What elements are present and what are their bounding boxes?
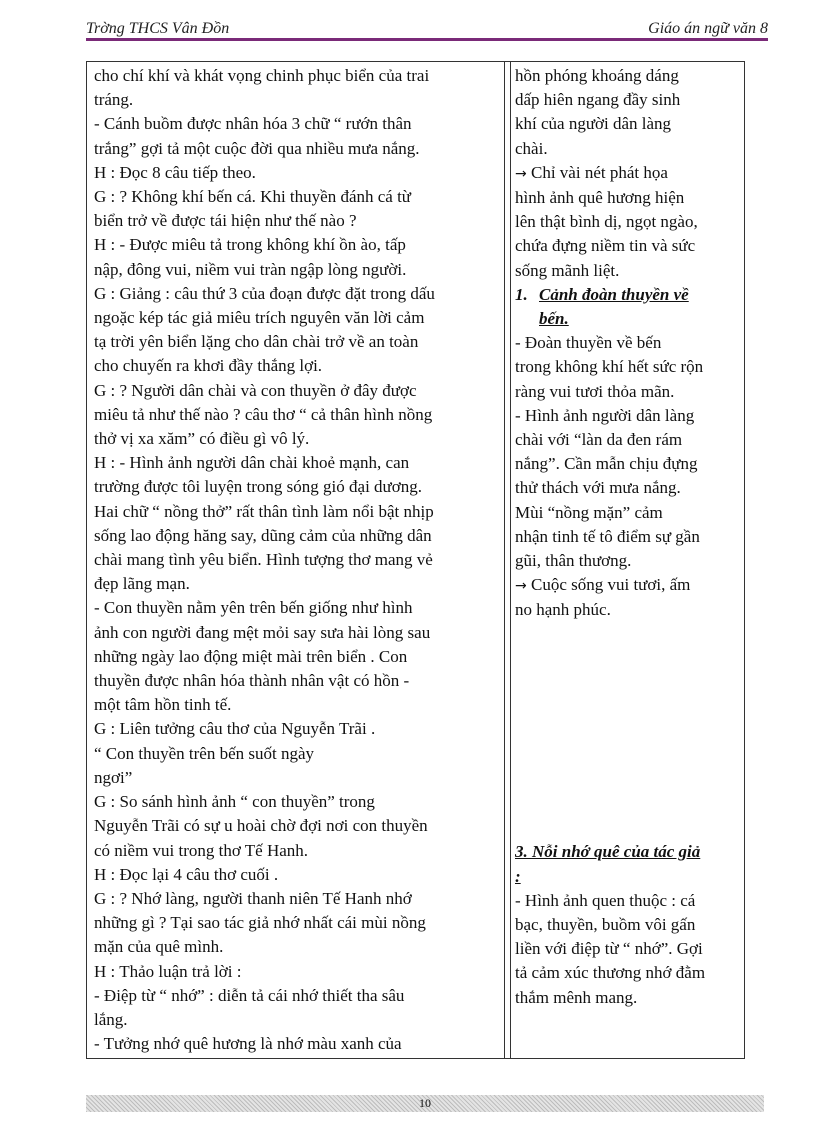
text-line: G : ? Người dân chài và con thuyền ở đây được [94,380,417,400]
text-line: - Hình ảnh quen thuộc : cá [515,890,696,910]
text-line: H : - Được miêu tả trong không khí ồn ào, tấp [94,235,406,255]
text-line: chài mang tình yêu biển. Hình tượng thơ mang vẻ [94,550,433,570]
text-line: hình ảnh quê hương hiện [515,188,685,208]
text-line: lên thật bình dị, ngọt ngào, [515,212,698,232]
text-line: H : Đọc 8 câu tiếp theo. [94,162,256,182]
lesson-table [86,61,745,1059]
text-line: - Con thuyền nằm yên trên bến giống như hình [94,598,413,618]
text-line: H : Đọc lại 4 câu thơ cuối . [94,864,279,884]
section-heading-3-cont: : [515,866,521,886]
text-line: Mùi “nồng mặn” cảm [515,502,663,522]
text-line: ảnh con người đang mệt mỏi say sưa hài lòng sau [94,622,431,642]
text-line: ngơi” [94,767,133,787]
teacher-student-column [87,62,505,1058]
text-line: ngoặc kép tác giả miêu trích nguyên văn lời cảm [94,308,425,328]
text-line: H : Thảo luận trả lời : [94,961,242,981]
text-line: một tâm hồn tinh tế. [94,695,232,715]
right-arrow-icon: → [515,578,527,595]
text-line: ràng vui tươi thỏa mãn. [515,381,675,401]
text-line: nhận tinh tế tô điểm sự gần [515,526,700,546]
text-line: G : ? Nhớ làng, người thanh niên Tế Hanh nhớ [94,888,412,908]
page-number: 10 [419,1096,431,1110]
text-line: thuyền được nhân hóa thành nhân vật có hồn - [94,671,410,691]
text-line: cho chí khí và khát vọng chinh phục biển của trai [94,66,430,85]
text-line: bạc, thuyền, buồm vôi gấn [515,915,696,935]
text-line: - Cánh buồm được nhân hóa 3 chữ “ rướn thân [94,114,412,134]
text-line: miêu tả như thế nào ? câu thơ “ cả thân hình nồng [94,404,433,424]
text-line: G : Giảng : câu thứ 3 của đoạn được đặt trong dấu [94,283,435,303]
text-line: thử thách với mưa nắng. [515,478,681,498]
text-line: sống mãnh liệt. [515,260,620,280]
subject-title: Giáo án ngữ văn 8 [648,20,768,37]
content-column [510,62,744,1058]
school-name: Trờng THCS Vân Đồn [86,20,230,37]
text-line: gũi, thân thương. [515,551,632,571]
header-divider [86,38,768,41]
text-line: cho chuyến ra khơi đầy thắng lợi. [94,356,323,376]
page-footer [86,1095,764,1112]
text-line: G : ? Không khí bến cá. Khi thuyền đánh cá từ [94,187,412,207]
text-line: “ Con thuyền trên bến suốt ngày [94,743,315,763]
text-line: no hạnh phúc. [515,600,611,620]
text-line: nắng”. Cần mẫn chịu đựng [515,454,698,474]
text-line: trắng” gợi tả một cuộc đời qua nhiều mưa nắng. [94,138,420,158]
text-line: sống lao động hăng say, dũng cảm của những dân [94,525,432,545]
text-line: thắm mênh mang. [515,987,638,1007]
text-line: chài với “làn da đen rám [515,430,683,450]
text-line: - Tưởng nhớ quê hương là nhớ màu xanh của [94,1034,402,1054]
text-line: những gì ? Tại sao tác giả nhớ nhất cái mùi nồng [94,913,426,933]
text-line: thở vị xa xăm” có điều gì vô lý. [94,429,310,449]
text-line: dấp hiên ngang đầy sinh [515,90,681,110]
text-line: có niềm vui trong thơ Tế Hanh. [94,840,309,860]
text-line: nập, đông vui, niềm vui tràn ngập lòng người. [94,259,407,279]
text-line: tráng. [94,90,134,110]
section-heading-1-cont: bến. [539,309,569,329]
text-line: đẹp lãng mạn. [94,574,190,594]
section-heading-1: 1. Cảnh đoàn thuyền về [515,284,689,304]
text-line: G : Liên tưởng câu thơ của Nguyễn Trãi . [94,719,376,739]
text-line: → Chỉ vài nét phát họa [515,162,668,182]
text-line: Hai chữ “ nồng thở” rất thân tình làm nổi bật nhịp [94,501,434,521]
section-heading-3: 3. Nỗi nhớ quê của tác giả [515,842,701,862]
right-arrow-icon: → [515,165,527,182]
text-line: → Cuộc sống vui tươi, ấm [515,575,691,595]
text-line: tả cảm xúc thương nhớ đằm [515,963,706,983]
text-line: - Điệp từ “ nhớ” : diễn tả cái nhớ thiết tha sâu [94,985,405,1005]
text-line: chài. [515,138,548,158]
text-line: những ngày lao động miệt mài trên biển . Con [94,646,408,666]
text-line: tạ trời yên biển lặng cho dân chài trở về an toàn [94,332,419,352]
text-line: biển trở về được tái hiện như thế nào ? [94,211,357,231]
page-header [86,16,768,38]
text-line: Nguyễn Trãi có sự u hoài chờ đợi nơi con thuyền [94,816,428,836]
text-line: - Hình ảnh người dân làng [515,405,695,425]
text-line: H : - Hình ảnh người dân chài khoẻ mạnh, can [94,453,410,473]
text-line: lắng. [94,1009,128,1029]
text-line: - Đoàn thuyền về bến [515,333,662,353]
text-line: khí của người dân làng [515,114,672,134]
text-line: trong không khí hết sức rộn [515,357,704,377]
text-line: G : So sánh hình ảnh “ con thuyền” trong [94,792,375,812]
text-line: mặn của quê mình. [94,937,224,957]
text-line: trường được tôi luyện trong sóng gió đại dương. [94,477,422,497]
text-line: chứa đựng niềm tin và sức [515,236,696,256]
spacer [515,623,738,841]
text-line: liền với điệp từ “ nhớ”. Gợi [515,939,703,959]
text-line: hồn phóng khoáng dáng [515,66,679,85]
